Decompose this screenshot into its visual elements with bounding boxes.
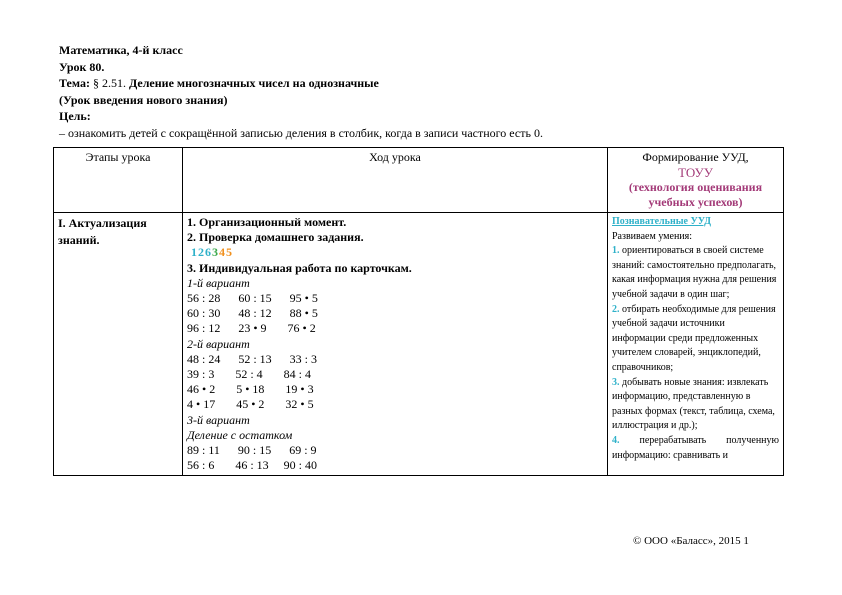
uud-item [612,434,779,463]
uud-title: Познавательные УУД [612,216,712,227]
lesson-table [53,147,784,476]
footer-copyright: © ООО «Баласс», 2015 1 [633,535,749,547]
topic-line [59,75,779,92]
variant-2-label: 2-й вариант [187,336,250,351]
uud-item-text: ориентироваться в своей системе знаний: самостоятельно предполагать, какая информация нужна для решения учебной задачи в один шаг; [612,245,777,300]
stage-cell: I. Актуализация знаний. [54,213,183,476]
topic-section: § 2.51. [92,76,126,90]
uud-cell [608,213,784,476]
variant-3-row: 56 : 6 46 : 13 90 : 40 [187,458,318,473]
step-homework-check: 2. Проверка домашнего задания. [187,230,364,245]
uud-item-text: перерабатывать полученную информацию: сравнивать и [612,434,779,461]
variant-1-row: 56 : 28 60 : 15 95 • 5 [187,291,318,306]
uud-item-number: 1. [612,245,620,257]
uud-item-text: добывать новые знания: извлекать информацию, представленную в разных формах (текст, таблица, схема, иллюстрация и др.); [612,376,775,432]
col-header-lesson-flow: Ход урока [183,148,608,213]
uud-item-number: 3. [612,376,620,388]
uud-item [612,376,779,434]
variant-2-row: 4 • 17 45 • 2 32 • 5 [187,397,314,412]
uud-intro: Развиваем умения: [612,230,693,242]
document-header [59,42,779,141]
homework-digit: 5 [226,245,233,260]
uud-item-number: 2. [612,303,620,315]
variant-3-label: 3-й вариант [187,412,250,427]
variant-1-row: 60 : 30 48 : 12 88 • 5 [187,306,318,321]
step-individual-work: 3. Индивидуальная работа по карточкам. [187,260,412,275]
table-row [54,213,784,476]
uud-header-line1: Формирование УУД, [642,150,749,164]
homework-digit: 2 [198,245,205,260]
uud-item-text: отбирать необходимые для решения учебной задачи источники информации среди предложенных учителем словарей, энциклопедий, справочников; [612,303,776,373]
variant-2-row: 48 : 24 52 : 13 33 : 3 [187,351,318,366]
subject-line: Математика, 4-й класс [59,43,183,57]
uud-item [612,244,779,302]
col-header-uud [608,148,784,213]
lesson-flow-cell [183,213,608,476]
variant-2-row: 39 : 3 52 : 4 84 : 4 [187,367,312,382]
homework-task-numbers [187,245,603,260]
col-header-stages: Этапы урока [54,148,183,213]
variant-1-row: 96 : 12 23 • 9 76 • 2 [187,321,316,336]
lesson-number: Урок 80. [59,59,105,74]
step-organization: 1. Организационный момент. [187,215,347,229]
topic-prefix: Тема: [59,76,93,90]
lesson-type: (Урок введения нового знания) [59,92,228,107]
variant-3-subtitle: Деление с остатком [187,427,293,442]
goal-label: Цель: [59,109,91,123]
homework-digit: 4 [219,245,226,260]
variant-3-row: 89 : 11 90 : 15 69 : 9 [187,443,317,458]
uud-item [612,303,779,376]
topic-title: Деление многозначных чисел на однозначные [125,76,379,90]
variant-1-label: 1-й вариант [187,275,250,290]
touu-description: (технология оценивания учебных успехов) [628,180,763,209]
variant-2-row: 46 • 2 5 • 18 19 • 3 [187,382,314,397]
table-header-row [54,148,784,213]
homework-digit: 1 [191,245,198,260]
uud-item-number: 4. [612,434,620,446]
homework-digit: 3 [212,245,219,260]
touu-label: ТОУУ [678,165,713,180]
homework-digit: 6 [205,245,212,260]
goal-text: – ознакомить детей с сокращённой записью деления в столбик, когда в записи частного есть 0. [59,125,543,140]
